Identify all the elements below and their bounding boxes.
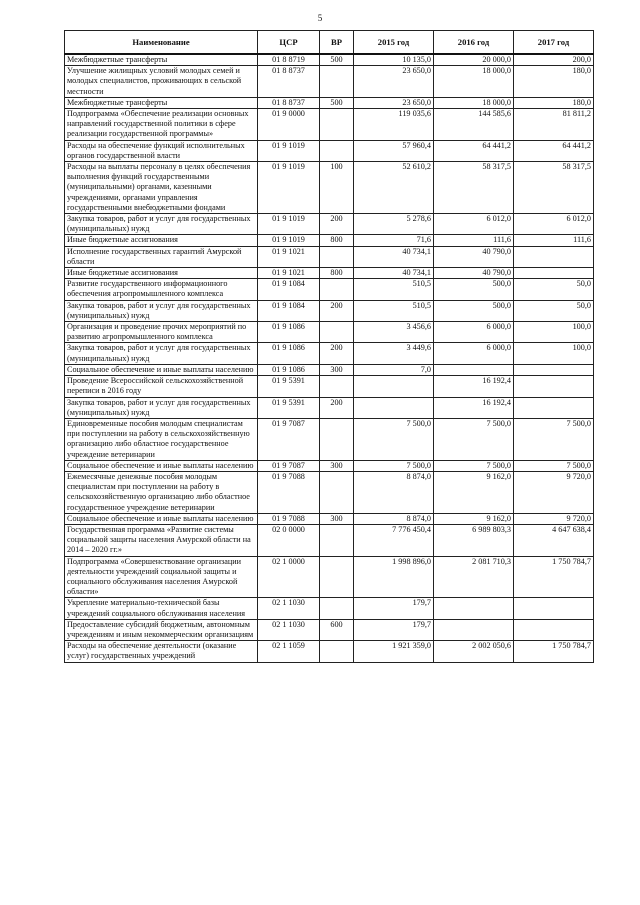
cell-2017: 1 750 784,7 bbox=[514, 556, 594, 598]
cell-name: Проведение Всероссийской сельскохозяйственной переписи в 2016 году bbox=[65, 376, 258, 397]
cell-csr: 01 9 7088 bbox=[258, 471, 320, 513]
cell-name: Подпрограмма «Обеспечение реализации основных направлений государственной политики в сфере реализации государственной программы» bbox=[65, 109, 258, 141]
cell-2015: 3 449,6 bbox=[354, 343, 434, 364]
cell-csr: 02 1 1059 bbox=[258, 641, 320, 662]
table-row bbox=[65, 300, 594, 321]
table-row bbox=[65, 364, 594, 375]
cell-2015: 40 734,1 bbox=[354, 268, 434, 279]
cell-2017 bbox=[514, 619, 594, 640]
cell-2015: 23 650,0 bbox=[354, 97, 434, 108]
cell-2016: 6 989 803,3 bbox=[434, 524, 514, 556]
cell-2017: 6 012,0 bbox=[514, 214, 594, 235]
cell-2016: 500,0 bbox=[434, 279, 514, 300]
cell-2017: 4 647 638,4 bbox=[514, 524, 594, 556]
table-row bbox=[65, 343, 594, 364]
cell-2015 bbox=[354, 376, 434, 397]
cell-vr bbox=[320, 322, 354, 343]
cell-2017: 100,0 bbox=[514, 322, 594, 343]
cell-2015: 510,5 bbox=[354, 300, 434, 321]
cell-2016: 40 790,0 bbox=[434, 268, 514, 279]
cell-2015: 40 734,1 bbox=[354, 246, 434, 267]
cell-2017: 7 500,0 bbox=[514, 418, 594, 460]
cell-name: Закупка товаров, работ и услуг для государственных (муниципальных) нужд bbox=[65, 343, 258, 364]
cell-vr: 800 bbox=[320, 235, 354, 246]
cell-2015: 8 874,0 bbox=[354, 471, 434, 513]
cell-2015: 510,5 bbox=[354, 279, 434, 300]
cell-2016: 64 441,2 bbox=[434, 140, 514, 161]
cell-csr: 01 9 5391 bbox=[258, 376, 320, 397]
table-row bbox=[65, 524, 594, 556]
table-row bbox=[65, 619, 594, 640]
cell-2017: 200,0 bbox=[514, 54, 594, 66]
table-row bbox=[65, 162, 594, 214]
cell-csr: 01 9 0000 bbox=[258, 109, 320, 141]
cell-name: Межбюджетные трансферты bbox=[65, 97, 258, 108]
cell-2015: 10 135,0 bbox=[354, 54, 434, 66]
header-csr: ЦСР bbox=[258, 31, 320, 55]
cell-2016: 16 192,4 bbox=[434, 376, 514, 397]
table-row bbox=[65, 54, 594, 66]
cell-csr: 02 1 0000 bbox=[258, 556, 320, 598]
cell-name: Расходы на обеспечение деятельности (оказание услуг) государственных учреждений bbox=[65, 641, 258, 662]
cell-vr bbox=[320, 376, 354, 397]
cell-vr bbox=[320, 279, 354, 300]
cell-vr bbox=[320, 641, 354, 662]
cell-2015: 57 960,4 bbox=[354, 140, 434, 161]
cell-2016: 9 162,0 bbox=[434, 471, 514, 513]
cell-vr: 300 bbox=[320, 364, 354, 375]
table-row bbox=[65, 66, 594, 98]
cell-2016: 7 500,0 bbox=[434, 460, 514, 471]
cell-vr: 200 bbox=[320, 343, 354, 364]
cell-2017 bbox=[514, 376, 594, 397]
cell-vr: 200 bbox=[320, 300, 354, 321]
cell-2015: 119 035,6 bbox=[354, 109, 434, 141]
cell-2016 bbox=[434, 364, 514, 375]
table-row bbox=[65, 109, 594, 141]
budget-table bbox=[64, 30, 594, 663]
cell-csr: 01 8 8737 bbox=[258, 66, 320, 98]
table-row bbox=[65, 214, 594, 235]
cell-2016: 6 000,0 bbox=[434, 343, 514, 364]
cell-csr: 01 9 1086 bbox=[258, 343, 320, 364]
cell-2016: 111,6 bbox=[434, 235, 514, 246]
cell-name: Социальное обеспечение и иные выплаты населению bbox=[65, 460, 258, 471]
header-2016: 2016 год bbox=[434, 31, 514, 55]
cell-name: Подпрограмма «Совершенствование организации деятельности учреждений социальной защиты и социального обслуживания населения Амурской области» bbox=[65, 556, 258, 598]
cell-name: Исполнение государственных гарантий Амурской области bbox=[65, 246, 258, 267]
cell-2017: 50,0 bbox=[514, 279, 594, 300]
cell-2015: 179,7 bbox=[354, 619, 434, 640]
cell-2015: 7 500,0 bbox=[354, 418, 434, 460]
cell-csr: 01 9 1086 bbox=[258, 364, 320, 375]
cell-2016: 144 585,6 bbox=[434, 109, 514, 141]
cell-csr: 01 9 1084 bbox=[258, 300, 320, 321]
cell-2015: 7 776 450,4 bbox=[354, 524, 434, 556]
cell-csr: 01 8 8737 bbox=[258, 97, 320, 108]
cell-2017: 81 811,2 bbox=[514, 109, 594, 141]
table-row bbox=[65, 268, 594, 279]
cell-csr: 01 9 1021 bbox=[258, 268, 320, 279]
cell-2017: 9 720,0 bbox=[514, 471, 594, 513]
header-vr: ВР bbox=[320, 31, 354, 55]
cell-2016: 18 000,0 bbox=[434, 97, 514, 108]
cell-name: Ежемесячные денежные пособия молодым специалистам при поступлении на работу в сельскохозяйственную организацию либо областное государственное учреждение ветеринарии bbox=[65, 471, 258, 513]
cell-csr: 02 1 1030 bbox=[258, 619, 320, 640]
cell-vr bbox=[320, 598, 354, 619]
cell-csr: 01 9 1084 bbox=[258, 279, 320, 300]
table-row bbox=[65, 376, 594, 397]
cell-2016: 20 000,0 bbox=[434, 54, 514, 66]
cell-2016: 7 500,0 bbox=[434, 418, 514, 460]
cell-2015: 7,0 bbox=[354, 364, 434, 375]
cell-name: Государственная программа «Развитие системы социальной защиты населения Амурской области на 2014 – 2020 гг.» bbox=[65, 524, 258, 556]
cell-2015: 1 921 359,0 bbox=[354, 641, 434, 662]
table-row bbox=[65, 397, 594, 418]
cell-vr bbox=[320, 140, 354, 161]
cell-csr: 01 9 1021 bbox=[258, 246, 320, 267]
table-row bbox=[65, 641, 594, 662]
cell-name: Развитие государственного информационного обеспечения агропромышленного комплекса bbox=[65, 279, 258, 300]
cell-csr: 02 1 1030 bbox=[258, 598, 320, 619]
table-row bbox=[65, 322, 594, 343]
header-2017: 2017 год bbox=[514, 31, 594, 55]
cell-2016: 40 790,0 bbox=[434, 246, 514, 267]
cell-vr bbox=[320, 556, 354, 598]
cell-name: Расходы на выплаты персоналу в целях обеспечения выполнения функций государственными (муниципальными) органами, казенными учреждениями, органами управления государственными внебюджетными фондами bbox=[65, 162, 258, 214]
cell-2015: 179,7 bbox=[354, 598, 434, 619]
header-name: Наименование bbox=[65, 31, 258, 55]
cell-name: Укрепление материально-технической базы учреждений социального обслуживания населения bbox=[65, 598, 258, 619]
table-row bbox=[65, 418, 594, 460]
cell-2016: 6 012,0 bbox=[434, 214, 514, 235]
cell-2017 bbox=[514, 246, 594, 267]
cell-name: Социальное обеспечение и иные выплаты населению bbox=[65, 364, 258, 375]
cell-vr: 300 bbox=[320, 460, 354, 471]
cell-2016: 2 002 050,6 bbox=[434, 641, 514, 662]
table-row bbox=[65, 235, 594, 246]
cell-2015 bbox=[354, 397, 434, 418]
cell-vr: 200 bbox=[320, 397, 354, 418]
cell-2017: 50,0 bbox=[514, 300, 594, 321]
header-2015: 2015 год bbox=[354, 31, 434, 55]
table-header-row bbox=[65, 31, 594, 55]
cell-2015: 23 650,0 bbox=[354, 66, 434, 98]
cell-2017: 7 500,0 bbox=[514, 460, 594, 471]
cell-vr bbox=[320, 418, 354, 460]
page-number: 5 bbox=[317, 13, 323, 23]
table-row bbox=[65, 471, 594, 513]
cell-vr bbox=[320, 109, 354, 141]
cell-csr: 01 9 7087 bbox=[258, 460, 320, 471]
cell-2017 bbox=[514, 397, 594, 418]
cell-name: Организация и проведение прочих мероприятий по развитию агропромышленного комплекса bbox=[65, 322, 258, 343]
cell-vr bbox=[320, 246, 354, 267]
cell-name: Единовременные пособия молодым специалистам при поступлении на работу в сельскохозяйственную организацию либо областное государственное учреждение ветеринарии bbox=[65, 418, 258, 460]
cell-vr: 500 bbox=[320, 54, 354, 66]
cell-csr: 01 9 7087 bbox=[258, 418, 320, 460]
cell-name: Закупка товаров, работ и услуг для государственных (муниципальных) нужд bbox=[65, 397, 258, 418]
cell-2016: 16 192,4 bbox=[434, 397, 514, 418]
cell-csr: 01 9 1019 bbox=[258, 214, 320, 235]
cell-vr: 600 bbox=[320, 619, 354, 640]
cell-2017: 58 317,5 bbox=[514, 162, 594, 214]
table-row bbox=[65, 97, 594, 108]
table-row bbox=[65, 513, 594, 524]
table-row bbox=[65, 246, 594, 267]
cell-vr: 800 bbox=[320, 268, 354, 279]
cell-vr bbox=[320, 66, 354, 98]
cell-2017: 64 441,2 bbox=[514, 140, 594, 161]
cell-csr: 02 0 0000 bbox=[258, 524, 320, 556]
cell-name: Расходы на обеспечение функций исполнительных органов государственной власти bbox=[65, 140, 258, 161]
cell-2015: 7 500,0 bbox=[354, 460, 434, 471]
cell-2015: 8 874,0 bbox=[354, 513, 434, 524]
cell-2015: 5 278,6 bbox=[354, 214, 434, 235]
cell-csr: 01 9 1019 bbox=[258, 140, 320, 161]
cell-csr: 01 9 1019 bbox=[258, 162, 320, 214]
cell-csr: 01 9 1019 bbox=[258, 235, 320, 246]
cell-vr: 500 bbox=[320, 97, 354, 108]
cell-2016: 6 000,0 bbox=[434, 322, 514, 343]
cell-2017 bbox=[514, 598, 594, 619]
cell-2017 bbox=[514, 364, 594, 375]
cell-2016: 9 162,0 bbox=[434, 513, 514, 524]
table-row bbox=[65, 556, 594, 598]
cell-name: Предоставление субсидий бюджетным, автономным учреждениям и иным некоммерческим организациям bbox=[65, 619, 258, 640]
cell-2015: 1 998 896,0 bbox=[354, 556, 434, 598]
table-row bbox=[65, 460, 594, 471]
cell-2015: 52 610,2 bbox=[354, 162, 434, 214]
cell-2017 bbox=[514, 268, 594, 279]
table-row bbox=[65, 598, 594, 619]
cell-name: Закупка товаров, работ и услуг для государственных (муниципальных) нужд bbox=[65, 300, 258, 321]
cell-2016: 18 000,0 bbox=[434, 66, 514, 98]
cell-2017: 111,6 bbox=[514, 235, 594, 246]
cell-2017: 180,0 bbox=[514, 66, 594, 98]
cell-2016 bbox=[434, 598, 514, 619]
cell-2017: 9 720,0 bbox=[514, 513, 594, 524]
cell-2016: 500,0 bbox=[434, 300, 514, 321]
cell-vr: 100 bbox=[320, 162, 354, 214]
cell-name: Иные бюджетные ассигнования bbox=[65, 268, 258, 279]
cell-csr: 01 9 7088 bbox=[258, 513, 320, 524]
cell-2016 bbox=[434, 619, 514, 640]
cell-2015: 71,6 bbox=[354, 235, 434, 246]
cell-name: Закупка товаров, работ и услуг для государственных (муниципальных) нужд bbox=[65, 214, 258, 235]
cell-2017: 100,0 bbox=[514, 343, 594, 364]
cell-vr bbox=[320, 471, 354, 513]
cell-csr: 01 9 5391 bbox=[258, 397, 320, 418]
table-row bbox=[65, 140, 594, 161]
cell-2016: 2 081 710,3 bbox=[434, 556, 514, 598]
cell-name: Социальное обеспечение и иные выплаты населению bbox=[65, 513, 258, 524]
cell-name: Улучшение жилищных условий молодых семей и молодых специалистов, проживающих в сельской местности bbox=[65, 66, 258, 98]
cell-2017: 180,0 bbox=[514, 97, 594, 108]
cell-vr: 200 bbox=[320, 214, 354, 235]
cell-csr: 01 9 1086 bbox=[258, 322, 320, 343]
cell-name: Межбюджетные трансферты bbox=[65, 54, 258, 66]
cell-vr bbox=[320, 524, 354, 556]
cell-2016: 58 317,5 bbox=[434, 162, 514, 214]
cell-csr: 01 8 8719 bbox=[258, 54, 320, 66]
cell-2017: 1 750 784,7 bbox=[514, 641, 594, 662]
cell-2015: 3 456,6 bbox=[354, 322, 434, 343]
cell-name: Иные бюджетные ассигнования bbox=[65, 235, 258, 246]
cell-vr: 300 bbox=[320, 513, 354, 524]
table-row bbox=[65, 279, 594, 300]
